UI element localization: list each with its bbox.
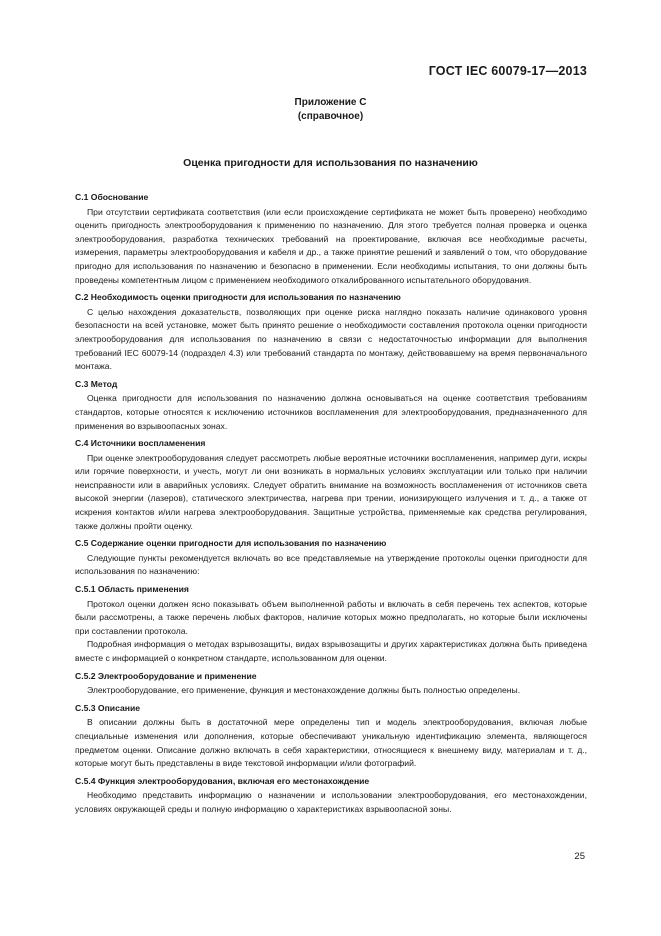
paragraph: Подробная информация о методах взрывозащиты, видах взрывозащиты и других характеристиках должна быть приведена вместе с информацией о конкретном стандарте, использованном для оценки. (75, 639, 587, 663)
page-title: Оценка пригодности для использования по назначению (183, 157, 478, 169)
paragraph: Электрооборудование, его применение, функция и местонахождение должны быть полностью определены. (87, 685, 521, 696)
section-heading: С.2 Необходимость оценки пригодности для использования по назначению (75, 292, 401, 303)
paragraph: В описании должны быть в достаточной мере определены тип и модель электрооборудования, включая любые специальные изменения или дополнения, которые обеспечивают уникальную идентификацию элемента, являющегося предметом оценки. Описание должно включать в себя характеристики, относящиеся к внешнему виду, материалам и т. д., которые могут быть представлены в виде текстовой информации и/или фотографий. (75, 717, 587, 769)
subsection-heading: С.5.3 Описание (75, 702, 141, 713)
paragraph: Протокол оценки должен ясно показывать объем выполненной работы и включать в себя перечень тех аспектов, которые были рассмотрены, а также перечень любых факторов, наличие которых можно предполагать, но которые были исключены при составлении протокола. (75, 598, 587, 636)
section-heading: С.3 Метод (75, 378, 118, 389)
standard-designation: ГОСТ IEC 60079-17—2013 (428, 64, 587, 78)
appendix-title: Приложение С (294, 97, 367, 108)
page-number: 25 (574, 851, 585, 862)
paragraph: Оценка пригодности для использования по назначению должна основываться на оценке соответствия требованиям стандартов, которые относятся к исключению источников воспламенения для электрооборудования, предназначенного для применения во взрывоопасных зонах. (75, 393, 587, 431)
paragraph: При отсутствии сертификата соответствия (или если происхождение сертификата не может быть проверено) необходимо оценить пригодность электрооборудования к применению по назначению. Для этого требуется полная проверка и оценка электрооборудования, разработка технических требований на проектирование, включая все необходимые расчеты, измерения, параметры электрооборудования и кабеля и др., а также принятие решений и заявлений о том, что оборудование пригодно для использования по назначению и безопасно в применении. Если необходимы испытания, то они должны быть проведены компетентным лицом с применением необходимого откалиброванного испытательного оборудования. (75, 206, 587, 285)
subsection-heading: С.5.4 Функция электрооборудования, включая его местонахождение (75, 775, 370, 786)
document-body (75, 187, 587, 817)
subsection-heading: С.5.2 Электрооборудование и применение (75, 670, 257, 681)
paragraph: Необходимо представить информацию о назначении и использовании электрооборудования, его местонахождении, условиях окружающей среды и полную информацию о характеристиках взрывоопасной зоны. (75, 790, 587, 814)
appendix-type: (справочное) (297, 111, 364, 122)
paragraph: Следующие пункты рекомендуется включать во все представляемые на утверждение протоколы оценки пригодности для использования по назначению: (75, 552, 587, 577)
section-heading: С.5 Содержание оценки пригодности для использования по назначению (75, 538, 387, 549)
paragraph: При оценке электрооборудования следует рассмотреть любые вероятные источники воспламенения, например дуги, искры или горячие поверхности, и учесть, могут ли они возникать в нормальных условиях эксплуатации или только при наличии неисправности или в аварийных условиях. Следует обратить внимание на возможность воспламенения от источников света высокой энергии (лазеров), статического электричества, нагрева при трении, ионизирующего излучения и т. д., а также от искрения контактов и/или нагрева электрооборудования. Защитные устройства, применяемые как средства регулирования, также должны пройти оценку. (75, 452, 587, 531)
appendix-label (0, 96, 661, 124)
section-heading: С.4 Источники воспламенения (75, 438, 206, 449)
paragraph: С целью нахождения доказательств, позволяющих при оценке риска наглядно показать наличие одинакового уровня безопасности на всей установке, может быть принято решение о необходимости составления протокола оценки пригодности электрооборудования для использования по назначению в связи с недостаточностью информации для выполнения требований IEC 60079-14 (подраздел 4.3) или требований стандарта по монтажу, действовавшему на время первоначального монтажа. (75, 306, 587, 372)
subsection-heading: С.5.1 Область применения (75, 584, 189, 595)
section-heading: С.1 Обоснование (75, 192, 149, 202)
